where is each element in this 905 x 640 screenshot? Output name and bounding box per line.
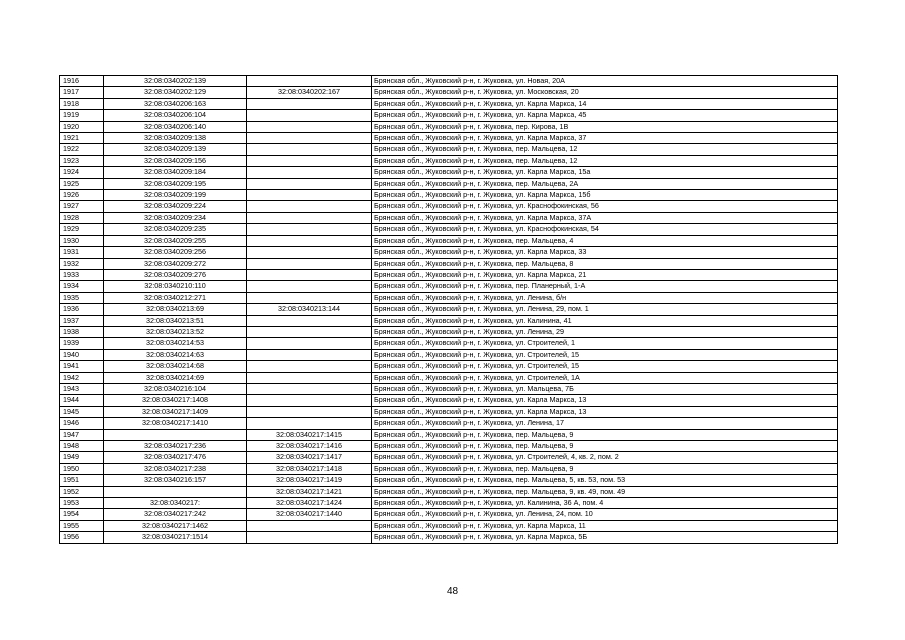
table-row xyxy=(60,429,838,440)
table-row xyxy=(60,247,838,258)
related-cadastral-number-cell: 32:08:0340217:1440 xyxy=(247,509,372,520)
table-row xyxy=(60,338,838,349)
row-number-cell: 1931 xyxy=(60,247,104,258)
cadastral-number-cell: 32:08:0340216:104 xyxy=(104,383,247,394)
cadastral-number-cell: 32:08:0340209:199 xyxy=(104,190,247,201)
table-row xyxy=(60,520,838,531)
row-number-cell: 1939 xyxy=(60,338,104,349)
related-cadastral-number-cell xyxy=(247,406,372,417)
table-row xyxy=(60,452,838,463)
cadastral-number-cell: 32:08:0340209:139 xyxy=(104,144,247,155)
cadastral-number-cell: 32:08:0340213:51 xyxy=(104,315,247,326)
address-cell: Брянская обл., Жуковский р-н, г. Жуковка, ул. Новая, 20А xyxy=(372,76,838,87)
address-cell: Брянская обл., Жуковский р-н, г. Жуковка, ул. Карла Маркса, 5Б xyxy=(372,532,838,543)
row-number-cell: 1943 xyxy=(60,383,104,394)
related-cadastral-number-cell xyxy=(247,418,372,429)
address-cell: Брянская обл., Жуковский р-н, г. Жуковка, ул. Карла Маркса, 37А xyxy=(372,212,838,223)
row-number-cell: 1925 xyxy=(60,178,104,189)
address-cell: Брянская обл., Жуковский р-н, г. Жуковка, ул. Строителей, 1А xyxy=(372,372,838,383)
table-row xyxy=(60,326,838,337)
table-row xyxy=(60,121,838,132)
related-cadastral-number-cell xyxy=(247,201,372,212)
cadastral-number-cell: 32:08:0340217:242 xyxy=(104,509,247,520)
related-cadastral-number-cell xyxy=(247,155,372,166)
table-row xyxy=(60,292,838,303)
related-cadastral-number-cell: 32:08:0340217:1424 xyxy=(247,498,372,509)
address-cell: Брянская обл., Жуковский р-н, г. Жуковка, ул. Строителей, 15 xyxy=(372,361,838,372)
cadastral-number-cell: 32:08:0340210:110 xyxy=(104,281,247,292)
related-cadastral-number-cell: 32:08:0340217:1415 xyxy=(247,429,372,440)
address-cell: Брянская обл., Жуковский р-н, г. Жуковка, ул. Краснофокинская, 56 xyxy=(372,201,838,212)
address-cell: Брянская обл., Жуковский р-н, г. Жуковка, ул. Ленина, 17 xyxy=(372,418,838,429)
related-cadastral-number-cell xyxy=(247,338,372,349)
cadastral-number-cell: 32:08:0340212:271 xyxy=(104,292,247,303)
address-cell: Брянская обл., Жуковский р-н, г. Жуковка, ул. Ленина, 29 xyxy=(372,326,838,337)
address-cell: Брянская обл., Жуковский р-н, г. Жуковка, ул. Ленина, б/н xyxy=(372,292,838,303)
cadastral-number-cell: 32:08:0340217:1409 xyxy=(104,406,247,417)
row-number-cell: 1926 xyxy=(60,190,104,201)
table-row xyxy=(60,224,838,235)
row-number-cell: 1923 xyxy=(60,155,104,166)
related-cadastral-number-cell xyxy=(247,520,372,531)
table-row xyxy=(60,167,838,178)
address-cell: Брянская обл., Жуковский р-н, г. Жуковка, ул. Карла Маркса, 15а xyxy=(372,167,838,178)
row-number-cell: 1929 xyxy=(60,224,104,235)
table-row xyxy=(60,87,838,98)
row-number-cell: 1954 xyxy=(60,509,104,520)
address-cell: Брянская обл., Жуковский р-н, г. Жуковка, пер. Мальцева, 12 xyxy=(372,144,838,155)
cadastral-number-cell: 32:08:0340213:52 xyxy=(104,326,247,337)
related-cadastral-number-cell xyxy=(247,349,372,360)
cadastral-number-cell: 32:08:0340217: xyxy=(104,498,247,509)
related-cadastral-number-cell xyxy=(247,258,372,269)
address-cell: Брянская обл., Жуковский р-н, г. Жуковка, пер. Мальцева, 9 xyxy=(372,463,838,474)
related-cadastral-number-cell xyxy=(247,235,372,246)
row-number-cell: 1932 xyxy=(60,258,104,269)
address-cell: Брянская обл., Жуковский р-н, г. Жуковка, пер. Мальцева, 4 xyxy=(372,235,838,246)
table-row xyxy=(60,315,838,326)
related-cadastral-number-cell: 32:08:0340213:144 xyxy=(247,304,372,315)
cadastral-number-cell: 32:08:0340217:1410 xyxy=(104,418,247,429)
row-number-cell: 1944 xyxy=(60,395,104,406)
table-row xyxy=(60,258,838,269)
table-row xyxy=(60,110,838,121)
row-number-cell: 1955 xyxy=(60,520,104,531)
row-number-cell: 1950 xyxy=(60,463,104,474)
address-cell: Брянская обл., Жуковский р-н, г. Жуковка, ул. Строителей, 4, кв. 2, пом. 2 xyxy=(372,452,838,463)
cadastral-number-cell xyxy=(104,486,247,497)
address-cell: Брянская обл., Жуковский р-н, г. Жуковка, ул. Карла Маркса, 13 xyxy=(372,395,838,406)
related-cadastral-number-cell xyxy=(247,269,372,280)
related-cadastral-number-cell xyxy=(247,98,372,109)
table-row xyxy=(60,486,838,497)
row-number-cell: 1947 xyxy=(60,429,104,440)
row-number-cell: 1937 xyxy=(60,315,104,326)
row-number-cell: 1952 xyxy=(60,486,104,497)
address-cell: Брянская обл., Жуковский р-н, г. Жуковка, ул. Московская, 20 xyxy=(372,87,838,98)
table-row xyxy=(60,349,838,360)
cadastral-number-cell: 32:08:0340209:255 xyxy=(104,235,247,246)
row-number-cell: 1924 xyxy=(60,167,104,178)
row-number-cell: 1933 xyxy=(60,269,104,280)
related-cadastral-number-cell xyxy=(247,76,372,87)
address-cell: Брянская обл., Жуковский р-н, г. Жуковка, ул. Карла Маркса, 21 xyxy=(372,269,838,280)
row-number-cell: 1935 xyxy=(60,292,104,303)
registry-table-body xyxy=(60,76,838,544)
cadastral-number-cell: 32:08:0340209:138 xyxy=(104,133,247,144)
table-row xyxy=(60,98,838,109)
address-cell: Брянская обл., Жуковский р-н, г. Жуковка, ул. Строителей, 15 xyxy=(372,349,838,360)
registry-table xyxy=(59,75,838,544)
address-cell: Брянская обл., Жуковский р-н, г. Жуковка, пер. Мальцева, 9, кв. 49, пом. 49 xyxy=(372,486,838,497)
row-number-cell: 1920 xyxy=(60,121,104,132)
table-row xyxy=(60,406,838,417)
row-number-cell: 1922 xyxy=(60,144,104,155)
cadastral-number-cell: 32:08:0340214:53 xyxy=(104,338,247,349)
cadastral-number-cell: 32:08:0340209:256 xyxy=(104,247,247,258)
row-number-cell: 1953 xyxy=(60,498,104,509)
cadastral-number-cell: 32:08:0340209:276 xyxy=(104,269,247,280)
row-number-cell: 1917 xyxy=(60,87,104,98)
row-number-cell: 1916 xyxy=(60,76,104,87)
table-row xyxy=(60,190,838,201)
related-cadastral-number-cell xyxy=(247,224,372,235)
cadastral-number-cell: 32:08:0340217:1514 xyxy=(104,532,247,543)
address-cell: Брянская обл., Жуковский р-н, г. Жуковка, пер. Планерный, 1-А xyxy=(372,281,838,292)
table-row xyxy=(60,509,838,520)
address-cell: Брянская обл., Жуковский р-н, г. Жуковка, ул. Ленина, 24, пом. 10 xyxy=(372,509,838,520)
related-cadastral-number-cell xyxy=(247,190,372,201)
address-cell: Брянская обл., Жуковский р-н, г. Жуковка, пер. Мальцева, 9 xyxy=(372,429,838,440)
cadastral-number-cell: 32:08:0340206:140 xyxy=(104,121,247,132)
related-cadastral-number-cell xyxy=(247,133,372,144)
related-cadastral-number-cell xyxy=(247,361,372,372)
row-number-cell: 1941 xyxy=(60,361,104,372)
row-number-cell: 1930 xyxy=(60,235,104,246)
cadastral-number-cell: 32:08:0340214:63 xyxy=(104,349,247,360)
cadastral-number-cell: 32:08:0340217:1462 xyxy=(104,520,247,531)
cadastral-number-cell: 32:08:0340216:157 xyxy=(104,475,247,486)
table-row xyxy=(60,281,838,292)
table-row xyxy=(60,498,838,509)
address-cell: Брянская обл., Жуковский р-н, г. Жуковка, пер. Мальцева, 2А xyxy=(372,178,838,189)
table-row xyxy=(60,133,838,144)
cadastral-number-cell: 32:08:0340217:236 xyxy=(104,441,247,452)
row-number-cell: 1945 xyxy=(60,406,104,417)
row-number-cell: 1949 xyxy=(60,452,104,463)
cadastral-number-cell: 32:08:0340209:184 xyxy=(104,167,247,178)
cadastral-number-cell: 32:08:0340217:1408 xyxy=(104,395,247,406)
address-cell: Брянская обл., Жуковский р-н, г. Жуковка, ул. Карла Маркса, 14 xyxy=(372,98,838,109)
cadastral-number-cell xyxy=(104,429,247,440)
related-cadastral-number-cell xyxy=(247,178,372,189)
related-cadastral-number-cell xyxy=(247,247,372,258)
related-cadastral-number-cell xyxy=(247,212,372,223)
related-cadastral-number-cell xyxy=(247,395,372,406)
table-row xyxy=(60,201,838,212)
related-cadastral-number-cell: 32:08:0340202:167 xyxy=(247,87,372,98)
table-row xyxy=(60,144,838,155)
address-cell: Брянская обл., Жуковский р-н, г. Жуковка, ул. Мальцева, 7Б xyxy=(372,383,838,394)
cadastral-number-cell: 32:08:0340206:163 xyxy=(104,98,247,109)
related-cadastral-number-cell xyxy=(247,167,372,178)
row-number-cell: 1938 xyxy=(60,326,104,337)
table-row xyxy=(60,395,838,406)
row-number-cell: 1921 xyxy=(60,133,104,144)
related-cadastral-number-cell: 32:08:0340217:1416 xyxy=(247,441,372,452)
address-cell: Брянская обл., Жуковский р-н, г. Жуковка, ул. Карла Маркса, 37 xyxy=(372,133,838,144)
table-row xyxy=(60,532,838,543)
related-cadastral-number-cell: 32:08:0340217:1418 xyxy=(247,463,372,474)
address-cell: Брянская обл., Жуковский р-н, г. Жуковка, пер. Мальцева, 12 xyxy=(372,155,838,166)
cadastral-number-cell: 32:08:0340217:476 xyxy=(104,452,247,463)
table-row xyxy=(60,76,838,87)
address-cell: Брянская обл., Жуковский р-н, г. Жуковка, ул. Краснофокинская, 54 xyxy=(372,224,838,235)
cadastral-number-cell: 32:08:0340206:104 xyxy=(104,110,247,121)
address-cell: Брянская обл., Жуковский р-н, г. Жуковка, пер. Мальцева, 5, кв. 53, пом. 53 xyxy=(372,475,838,486)
row-number-cell: 1940 xyxy=(60,349,104,360)
related-cadastral-number-cell xyxy=(247,326,372,337)
table-row xyxy=(60,383,838,394)
row-number-cell: 1918 xyxy=(60,98,104,109)
page-number: 48 xyxy=(446,586,459,597)
row-number-cell: 1946 xyxy=(60,418,104,429)
related-cadastral-number-cell xyxy=(247,383,372,394)
related-cadastral-number-cell xyxy=(247,121,372,132)
table-row xyxy=(60,372,838,383)
address-cell: Брянская обл., Жуковский р-н, г. Жуковка, ул. Калинина, 36 А, пом. 4 xyxy=(372,498,838,509)
related-cadastral-number-cell: 32:08:0340217:1419 xyxy=(247,475,372,486)
table-row xyxy=(60,178,838,189)
table-row xyxy=(60,269,838,280)
cadastral-number-cell: 32:08:0340209:235 xyxy=(104,224,247,235)
related-cadastral-number-cell xyxy=(247,372,372,383)
row-number-cell: 1919 xyxy=(60,110,104,121)
address-cell: Брянская обл., Жуковский р-н, г. Жуковка, ул. Карла Маркса, 15б xyxy=(372,190,838,201)
row-number-cell: 1948 xyxy=(60,441,104,452)
address-cell: Брянская обл., Жуковский р-н, г. Жуковка, ул. Калинина, 41 xyxy=(372,315,838,326)
table-row xyxy=(60,463,838,474)
related-cadastral-number-cell xyxy=(247,144,372,155)
row-number-cell: 1956 xyxy=(60,532,104,543)
table-row xyxy=(60,441,838,452)
table-row xyxy=(60,361,838,372)
address-cell: Брянская обл., Жуковский р-н, г. Жуковка, ул. Карла Маркса, 33 xyxy=(372,247,838,258)
address-cell: Брянская обл., Жуковский р-н, г. Жуковка, ул. Ленина, 29, пом. 1 xyxy=(372,304,838,315)
cadastral-number-cell: 32:08:0340214:69 xyxy=(104,372,247,383)
row-number-cell: 1951 xyxy=(60,475,104,486)
cadastral-number-cell: 32:08:0340202:129 xyxy=(104,87,247,98)
address-cell: Брянская обл., Жуковский р-н, г. Жуковка, пер. Мальцева, 8 xyxy=(372,258,838,269)
address-cell: Брянская обл., Жуковский р-н, г. Жуковка, пер. Мальцева, 9 xyxy=(372,441,838,452)
address-cell: Брянская обл., Жуковский р-н, г. Жуковка, пер. Кирова, 1В xyxy=(372,121,838,132)
table-row xyxy=(60,155,838,166)
cadastral-number-cell: 32:08:0340202:139 xyxy=(104,76,247,87)
address-cell: Брянская обл., Жуковский р-н, г. Жуковка, ул. Карла Маркса, 13 xyxy=(372,406,838,417)
related-cadastral-number-cell xyxy=(247,110,372,121)
table-row xyxy=(60,304,838,315)
cadastral-number-cell: 32:08:0340217:238 xyxy=(104,463,247,474)
related-cadastral-number-cell: 32:08:0340217:1421 xyxy=(247,486,372,497)
related-cadastral-number-cell: 32:08:0340217:1417 xyxy=(247,452,372,463)
cadastral-number-cell: 32:08:0340209:195 xyxy=(104,178,247,189)
table-row xyxy=(60,235,838,246)
cadastral-number-cell: 32:08:0340213:69 xyxy=(104,304,247,315)
cadastral-number-cell: 32:08:0340214:68 xyxy=(104,361,247,372)
related-cadastral-number-cell xyxy=(247,315,372,326)
address-cell: Брянская обл., Жуковский р-н, г. Жуковка, ул. Карла Маркса, 45 xyxy=(372,110,838,121)
related-cadastral-number-cell xyxy=(247,292,372,303)
related-cadastral-number-cell xyxy=(247,281,372,292)
related-cadastral-number-cell xyxy=(247,532,372,543)
row-number-cell: 1942 xyxy=(60,372,104,383)
cadastral-number-cell: 32:08:0340209:224 xyxy=(104,201,247,212)
row-number-cell: 1928 xyxy=(60,212,104,223)
cadastral-number-cell: 32:08:0340209:234 xyxy=(104,212,247,223)
address-cell: Брянская обл., Жуковский р-н, г. Жуковка, ул. Карла Маркса, 11 xyxy=(372,520,838,531)
row-number-cell: 1934 xyxy=(60,281,104,292)
cadastral-number-cell: 32:08:0340209:156 xyxy=(104,155,247,166)
address-cell: Брянская обл., Жуковский р-н, г. Жуковка, ул. Строителей, 1 xyxy=(372,338,838,349)
table-row xyxy=(60,475,838,486)
table-row xyxy=(60,212,838,223)
table-row xyxy=(60,418,838,429)
row-number-cell: 1927 xyxy=(60,201,104,212)
row-number-cell: 1936 xyxy=(60,304,104,315)
cadastral-number-cell: 32:08:0340209:272 xyxy=(104,258,247,269)
